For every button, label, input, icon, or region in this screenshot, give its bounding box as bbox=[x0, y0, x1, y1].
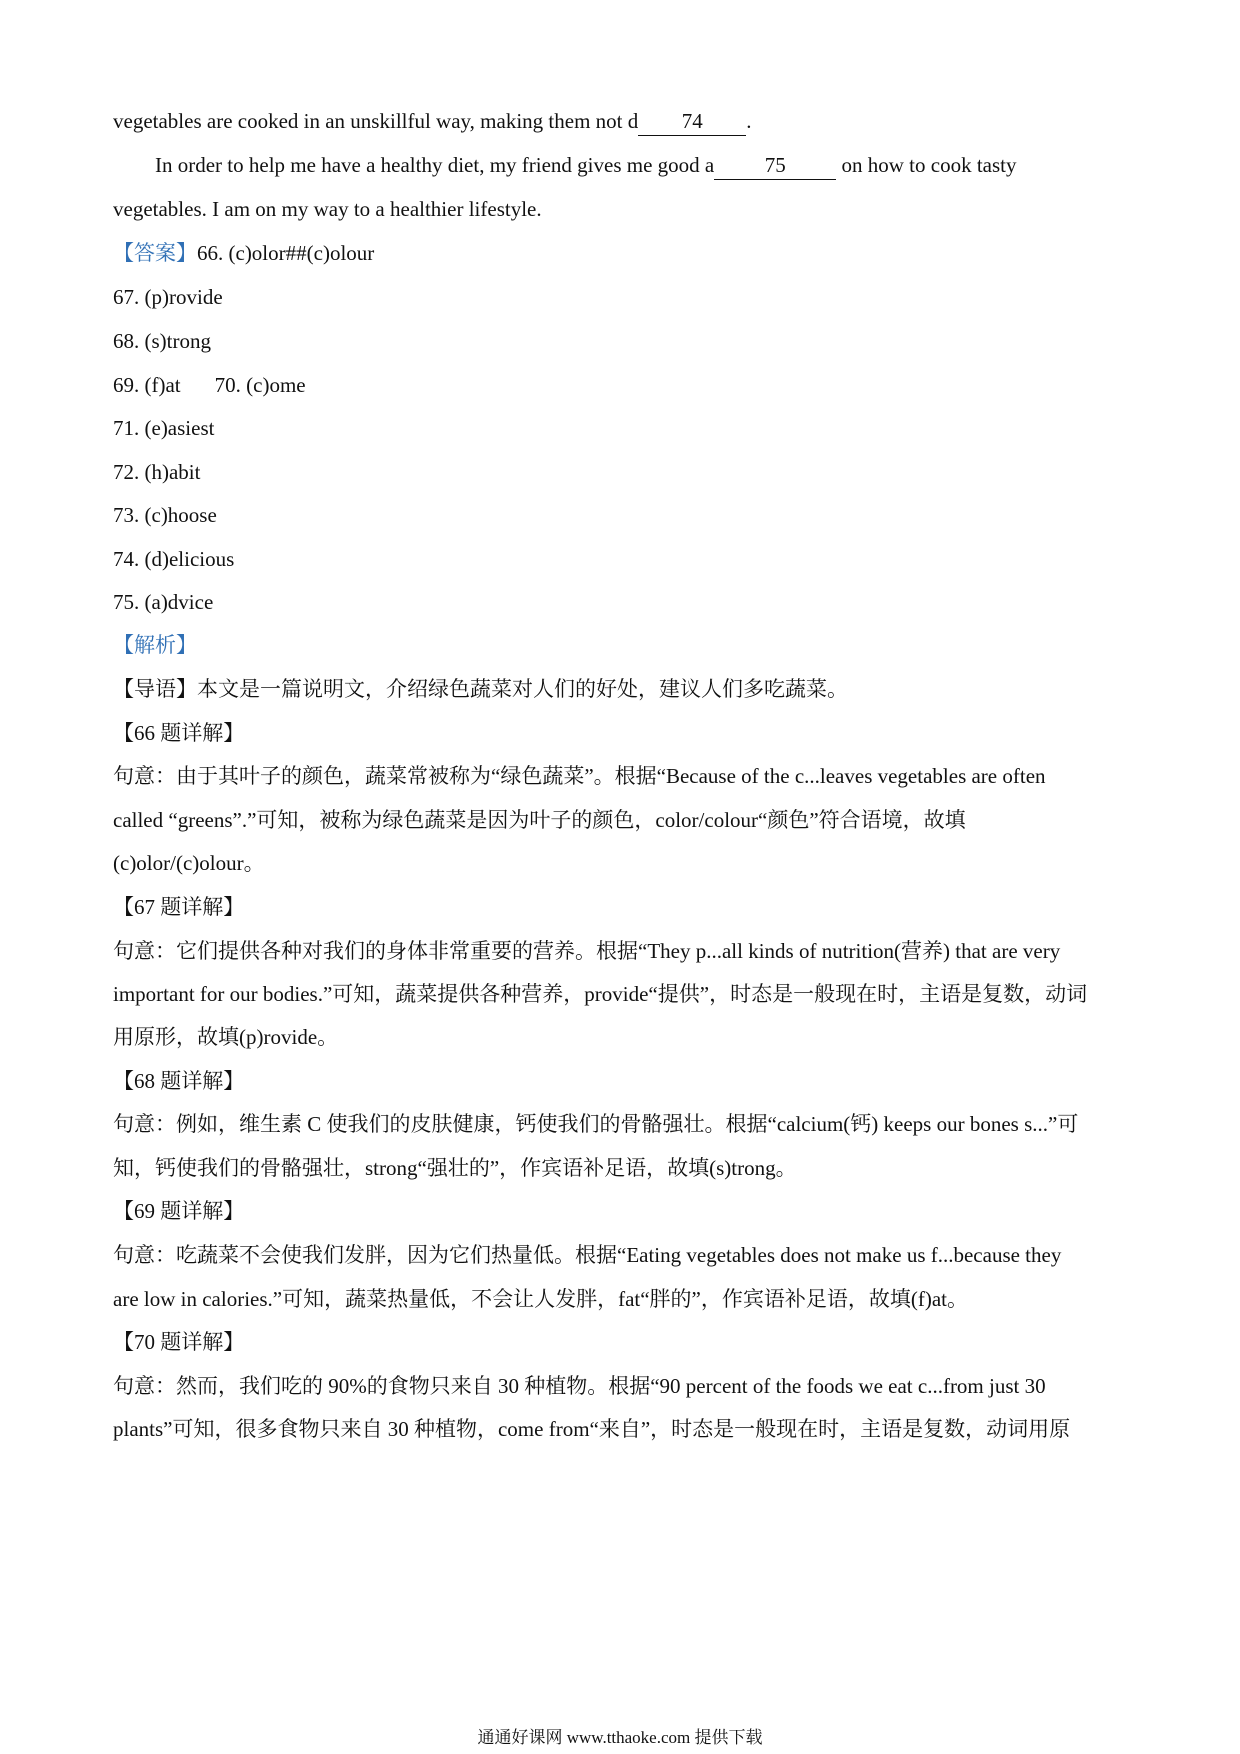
q67-text-3: 用原形，故填(p)rovide。 bbox=[113, 1025, 339, 1049]
analysis-tag: 【解析】 bbox=[113, 633, 197, 657]
q68-text-2: 知，钙使我们的骨骼强壮，strong“强壮的”，作宾语补足语，故填(s)trong。 bbox=[113, 1156, 797, 1180]
q70-text-1: 句意：然而，我们吃的 90%的食物只来自 30 种植物。根据“90 percent of the foods we eat c...from just 30 bbox=[113, 1374, 1046, 1398]
q70-text-2: plants”可知，很多食物只来自 30 种植物，come from“来自”，时态是一般现在时，主语是复数，动词用原 bbox=[113, 1417, 1071, 1441]
answer-68: 68. (s)trong bbox=[113, 329, 211, 353]
answer-75: 75. (a)dvice bbox=[113, 590, 214, 614]
passage-line-2 bbox=[155, 151, 1016, 180]
passage-text: on how to cook tasty bbox=[836, 153, 1017, 177]
answer-66: 66. (c)olor##(c)olour bbox=[197, 241, 375, 265]
q68-text-1: 句意：例如，维生素 C 使我们的皮肤健康，钙使我们的骨骼强壮。根据“calcium(钙) keeps our bones s...”可 bbox=[113, 1112, 1079, 1136]
answer-74: 74. (d)elicious bbox=[113, 547, 235, 571]
answer-73: 73. (c)hoose bbox=[113, 503, 217, 527]
answer-line-66 bbox=[113, 239, 374, 267]
passage-text: vegetables are cooked in an unskillful way, making them not d bbox=[113, 109, 639, 133]
q66-text-2: called “greens”.”可知，被称为绿色蔬菜是因为叶子的颜色，color/colour“颜色”符合语境，故填 bbox=[113, 808, 966, 832]
q69-heading: 【69 题详解】 bbox=[113, 1199, 245, 1223]
analysis-intro: 【导语】本文是一篇说明文，介绍绿色蔬菜对人们的好处，建议人们多吃蔬菜。 bbox=[113, 677, 848, 701]
q67-text-2: important for our bodies.”可知，蔬菜提供各种营养，provide“提供”，时态是一般现在时，主语是复数，动词 bbox=[113, 982, 1088, 1006]
q68-heading: 【68 题详解】 bbox=[113, 1069, 245, 1093]
q67-heading: 【67 题详解】 bbox=[113, 895, 245, 919]
answer-67: 67. (p)rovide bbox=[113, 285, 223, 309]
blank-74: 74 bbox=[638, 107, 746, 136]
q66-heading: 【66 题详解】 bbox=[113, 721, 245, 745]
answer-line-69-70 bbox=[113, 371, 306, 399]
passage-line-3: vegetables. I am on my way to a healthier lifestyle. bbox=[113, 197, 542, 221]
passage-text: In order to help me have a healthy diet, my friend gives me good a bbox=[155, 153, 715, 177]
page-footer: 通通好课网 www.tthaoke.com 提供下载 bbox=[477, 1728, 763, 1747]
passage-text: . bbox=[746, 109, 752, 133]
answer-69: 69. (f)at bbox=[113, 373, 181, 397]
q66-text-1: 句意：由于其叶子的颜色，蔬菜常被称为“绿色蔬菜”。根据“Because of the c...leaves vegetables are often bbox=[113, 764, 1046, 788]
q69-text-1: 句意：吃蔬菜不会使我们发胖，因为它们热量低。根据“Eating vegetables does not make us f...because they bbox=[113, 1243, 1062, 1267]
q66-text-3: (c)olor/(c)olour。 bbox=[113, 851, 265, 875]
answer-72: 72. (h)abit bbox=[113, 460, 201, 484]
answer-70: 70. (c)ome bbox=[214, 373, 306, 397]
q69-text-2: are low in calories.”可知，蔬菜热量低，不会让人发胖，fat“胖的”，作宾语补足语，故填(f)at。 bbox=[113, 1287, 969, 1311]
q70-heading: 【70 题详解】 bbox=[113, 1330, 245, 1354]
passage-line-1 bbox=[113, 107, 752, 136]
answer-tag: 【答案】 bbox=[113, 241, 197, 265]
q67-text-1: 句意：它们提供各种对我们的身体非常重要的营养。根据“They p...all kinds of nutrition(营养) that are very bbox=[113, 939, 1061, 963]
answer-71: 71. (e)asiest bbox=[113, 416, 215, 440]
blank-75: 75 bbox=[714, 151, 836, 180]
